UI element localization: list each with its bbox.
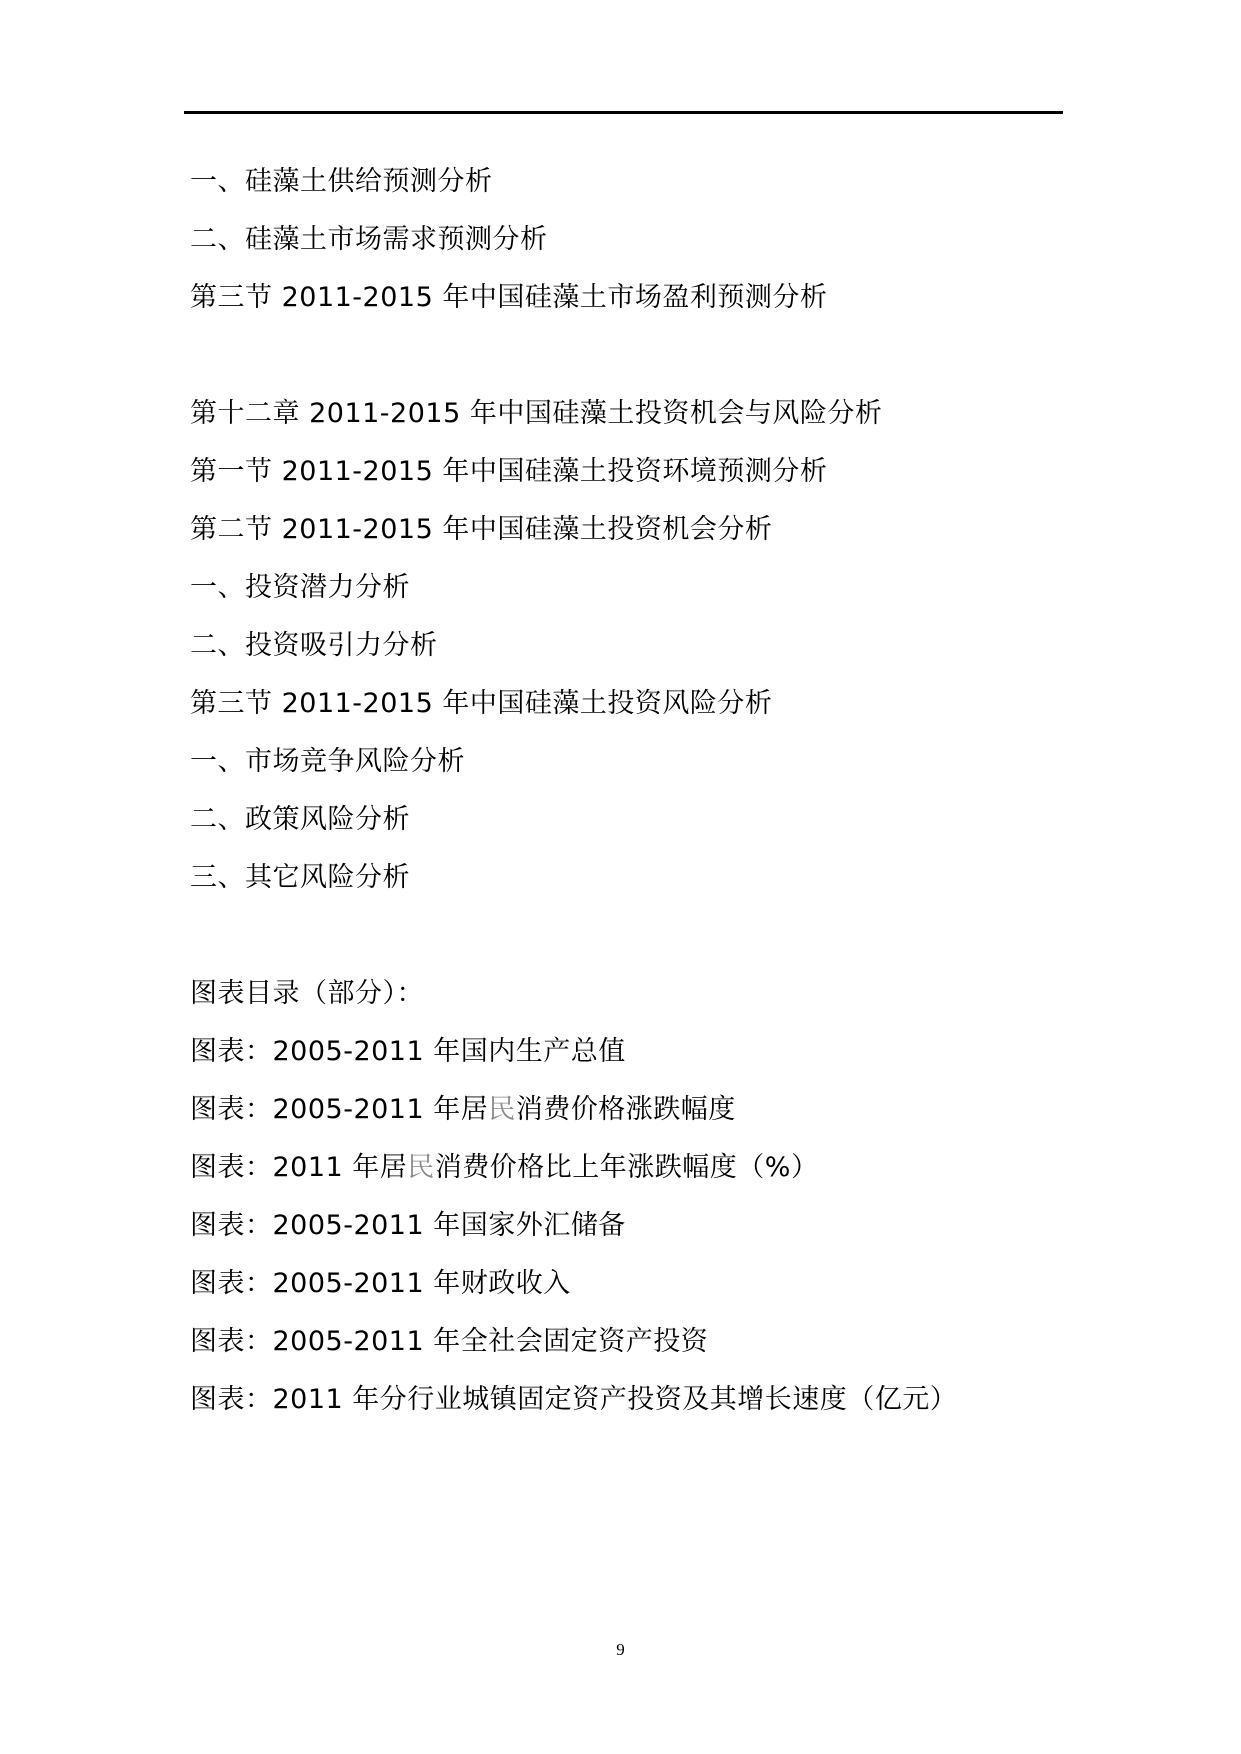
toc-chapter-12: 第十二章 2011-2015 年中国硅藻土投资机会与风险分析 xyxy=(190,398,883,429)
toc-section-3: 第三节 2011-2015 年中国硅藻土投资风险分析 xyxy=(190,688,773,719)
highlighted-character: 民 xyxy=(407,1152,435,1183)
toc-item-demand-forecast: 二、硅藻土市场需求预测分析 xyxy=(190,224,548,255)
toc-item-investment-potential: 一、投资潜力分析 xyxy=(190,572,410,603)
chart-list-item-gdp: 图表：2005-2011 年国内生产总值 xyxy=(190,1036,626,1067)
chart-list-item-text: 消费价格涨跌幅度 xyxy=(515,1094,736,1125)
toc-section-2: 第二节 2011-2015 年中国硅藻土投资机会分析 xyxy=(190,514,773,545)
chart-list-item-fiscal-revenue: 图表：2005-2011 年财政收入 xyxy=(190,1268,571,1299)
highlighted-character: 民 xyxy=(488,1094,516,1125)
toc-item-policy-risk: 二、政策风险分析 xyxy=(190,804,410,835)
toc-section-1: 第一节 2011-2015 年中国硅藻土投资环境预测分析 xyxy=(190,456,828,487)
chart-list-heading: 图表目录（部分）： xyxy=(190,978,424,1009)
chart-list-item-fixed-asset-investment: 图表：2005-2011 年全社会固定资产投资 xyxy=(190,1326,709,1357)
toc-item-other-risk: 三、其它风险分析 xyxy=(190,862,410,893)
header-rule xyxy=(184,111,1063,114)
page-number: 9 xyxy=(616,1640,625,1659)
chart-list-item-cpi-trend xyxy=(190,1092,736,1128)
toc-item-investment-attraction: 二、投资吸引力分析 xyxy=(190,630,438,661)
toc-item-profit-forecast: 第三节 2011-2015 年中国硅藻土市场盈利预测分析 xyxy=(190,282,828,313)
chart-list-item-cpi-2011 xyxy=(190,1150,818,1186)
chart-list-item-urban-investment-by-industry: 图表：2011 年分行业城镇固定资产投资及其增长速度（亿元） xyxy=(190,1384,958,1415)
chart-list-item-text: 图表：2011 年居 xyxy=(190,1152,408,1183)
chart-list-item-text: 图表：2005-2011 年居 xyxy=(190,1094,489,1125)
chart-list-item-text: 消费价格比上年涨跌幅度（%） xyxy=(434,1152,819,1183)
toc-item-competition-risk: 一、市场竞争风险分析 xyxy=(190,746,465,777)
toc-item-supply-forecast: 一、硅藻土供给预测分析 xyxy=(190,166,493,197)
chart-list-item-forex-reserves: 图表：2005-2011 年国家外汇储备 xyxy=(190,1210,626,1241)
